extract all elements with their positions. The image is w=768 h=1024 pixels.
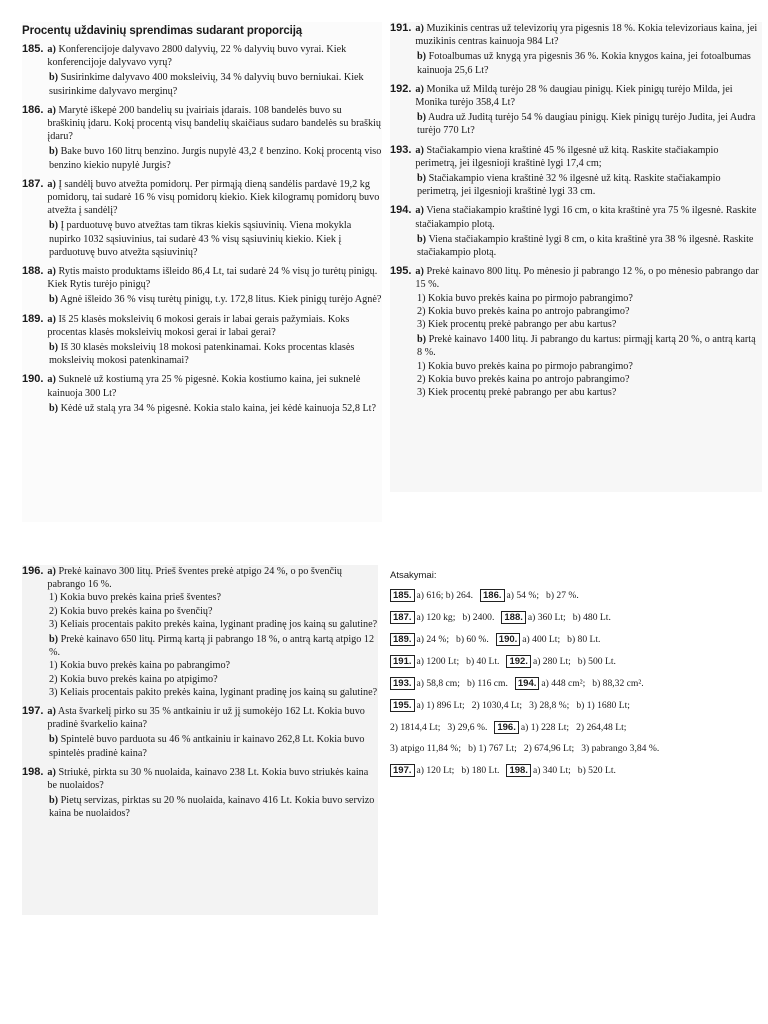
part-text: Viena stačiakampio kraštinė lygi 8 cm, o kita kraštinė yra 38 % ilgesnė. Raskite stačiakampio plotą. xyxy=(417,233,754,259)
part-text: Agnė išleido 36 % visų turėtų pinigų, t.y. 172,8 litus. Kiek pinigų turėjo Agnė? xyxy=(60,294,382,306)
part-label: a) xyxy=(415,266,424,278)
part-text: Prekė kainavo 800 litų. Po mėnesio ji pabrango 12 %, o po mėnesio pabrango dar 15 %. xyxy=(415,266,759,291)
problem-text xyxy=(47,766,378,792)
problem-first-part xyxy=(390,204,762,230)
problem-number: 193. xyxy=(390,143,412,156)
problem-text xyxy=(47,178,382,218)
page-heading: Procentų uždavinių sprendimas sudarant proporciją xyxy=(22,25,303,37)
problem-text xyxy=(47,313,382,339)
answer-value: b) 480 Lt. xyxy=(572,612,611,623)
question-item: 3) Kiek procentų prekė pabrango per abu kartus? xyxy=(417,319,617,331)
answer-value: 2) 1030,4 Lt; xyxy=(471,700,523,711)
part-label: b) xyxy=(49,342,59,354)
problem-text xyxy=(47,265,382,291)
problem xyxy=(390,22,762,77)
answer-value: a) 400 Lt; xyxy=(522,634,561,645)
answer-value: a) 120 kg; xyxy=(416,612,456,623)
problem-first-part xyxy=(22,265,382,291)
problem-first-part xyxy=(390,22,762,48)
problem-subpart xyxy=(22,794,378,820)
problem-first-part xyxy=(390,265,762,291)
answer-row xyxy=(390,764,750,777)
problem-first-part xyxy=(390,83,762,109)
part-text: Prekė kainavo 650 litų. Pirmą kartą ji pabrango 18 %, o antrą kartą atpigo 12 %. xyxy=(49,634,375,659)
problem-first-part xyxy=(22,178,382,218)
problem-subpart xyxy=(22,341,382,367)
answer-value: b) 520 Lt. xyxy=(577,765,616,776)
answer-row xyxy=(390,611,750,624)
answer-row xyxy=(390,655,750,668)
answer-row xyxy=(390,589,750,602)
problem-subpart xyxy=(22,633,378,659)
problem xyxy=(22,373,382,415)
part-label: a) xyxy=(47,104,56,116)
part-label: b) xyxy=(417,173,427,185)
part-text: Audra už Juditą turėjo 54 % daugiau pinigų. Kiek pinigų turėjo Judita, jei Audra turėjo 770 Lt? xyxy=(417,112,756,137)
question-item: 2) Kokia buvo prekės kaina po atpigimo? xyxy=(49,673,218,685)
answer-value: a) 120 Lt; xyxy=(416,765,455,776)
part-label: b) xyxy=(417,51,427,63)
question-item: 2) Kokia buvo prekės kaina po antrojo pabrangimo? xyxy=(417,305,630,317)
part-label: a) xyxy=(415,83,424,95)
problem xyxy=(22,104,382,172)
part-text: Prekė kainavo 1400 litų. Ji pabrango du kartus: pirmąjį kartą 20 %, o antrą kartą 8 %. xyxy=(417,334,756,359)
problem-text xyxy=(415,144,762,170)
answer-value: a) 1) 228 Lt; xyxy=(520,722,570,733)
problem xyxy=(22,766,378,821)
problem xyxy=(22,313,382,368)
problem-text xyxy=(415,204,762,230)
question-item: 2) Kokia buvo prekės kaina po švenčių? xyxy=(49,605,213,617)
answer-value: b) 180 Lt. xyxy=(461,765,500,776)
problem-number: 192. xyxy=(390,82,412,95)
answer-problem-number: 194. xyxy=(515,677,540,690)
problem-number: 189. xyxy=(22,312,44,325)
problem-first-part xyxy=(22,43,382,69)
problem-list-right-top xyxy=(390,22,762,399)
answer-value: b) 116 cm. xyxy=(466,678,508,689)
answer-value: 3) pabrango 3,84 %. xyxy=(581,743,660,754)
answer-value: a) 54 %; xyxy=(506,590,540,601)
part-text: Suknelė už kostiumą yra 25 % pigesnė. Kokia kostiumo kaina, jei suknelė kainuoja 300 Lt? xyxy=(47,374,361,399)
part-text: Marytė iškepė 200 bandelių su įvairiais įdarais. 108 bandelės buvo su braškinių įdaru. Kokį procentą visų bandelių skaičiaus sudaro bandelės su braškių įdaru? xyxy=(47,104,381,143)
part-label: b) xyxy=(49,72,59,84)
part-label: a) xyxy=(415,205,424,217)
problem-number: 186. xyxy=(22,103,44,116)
answer-problem-number: 196. xyxy=(494,721,519,734)
question-item: 1) Kokia buvo prekės kaina prieš šventes? xyxy=(49,592,222,604)
problem-subpart xyxy=(390,111,762,137)
problem-text xyxy=(47,373,382,399)
part-text: Stačiakampio viena kraštinė 45 % ilgesnė už kitą. Raskite stačiakampio perimetrą, jei ilgesnioji kraštinė lygi 17,4 cm; xyxy=(415,144,719,169)
problem-first-part xyxy=(22,313,382,339)
part-text: Monika už Mildą turėjo 28 % daugiau pinigų. Kiek pinigų turėjo Milda, jei Monika turėjo 358,4 Lt? xyxy=(415,83,733,109)
question-item: 3) Keliais procentais pakito prekės kaina, lyginant pradinę jos kainą su galutine? xyxy=(49,686,378,698)
part-label: b) xyxy=(417,112,427,124)
part-label: a) xyxy=(415,144,424,156)
answer-value: a) 1) 896 Lt; xyxy=(416,700,465,711)
problem-number: 194. xyxy=(390,204,412,217)
answer-value: 3) 29,6 %. xyxy=(447,722,488,733)
problem xyxy=(22,565,378,699)
answer-value: b) 1) 767 Lt; xyxy=(468,743,517,754)
problem-text xyxy=(47,565,378,591)
part-label: a) xyxy=(47,766,56,778)
part-label: b) xyxy=(417,233,427,245)
part-label: b) xyxy=(49,146,59,158)
question-item: 3) Keliais procentais pakito prekės kaina, lyginant pradinę jos kainą su galutine? xyxy=(49,618,378,630)
answer-value: 2) 264,48 Lt; xyxy=(576,722,627,733)
answer-problem-number: 197. xyxy=(390,764,415,777)
answer-problem-number: 195. xyxy=(390,699,415,712)
problem xyxy=(390,144,762,199)
part-text: Iš 30 klasės moksleivių 18 mokosi patenkinamai. Koks procentas klasės moksleivių mokosi patenkinamai? xyxy=(49,342,355,367)
answer-value: b) 80 Lt. xyxy=(567,634,601,645)
answer-problem-number: 191. xyxy=(390,655,415,668)
answer-value: b) 88,32 cm². xyxy=(592,678,644,689)
answer-row xyxy=(390,721,750,734)
part-text: Į parduotuvę buvo atvežtas tam tikras kiekis sąsiuvinių. Viena mokykla nupirko 1032 sąsiuvinius, tai sudarė 43 % visų sąsiuvinių kiekio. Kiek į parduotuvę buvo atvežta sąsiuvinių? xyxy=(49,220,352,258)
problem-number: 196. xyxy=(22,565,44,577)
problem xyxy=(22,705,378,760)
problem-number: 198. xyxy=(22,765,44,778)
part-text: Kėdė už stalą yra 34 % pigesnė. Kokia stalo kaina, jei kėdė kainuoja 52,8 Lt? xyxy=(60,402,377,414)
part-label: b) xyxy=(49,294,59,306)
answer-value: a) 340 Lt; xyxy=(532,765,571,776)
answer-value: b) 27 %. xyxy=(546,590,579,601)
answer-problem-number: 185. xyxy=(390,589,415,602)
part-text: Rytis maisto produktams išleido 86,4 Lt, tai sudarė 24 % visų jo turėtų pinigų. Kiek Rytis turėjo pinigų? xyxy=(47,266,378,291)
answers-panel xyxy=(390,570,750,780)
answer-value: a) 1200 Lt; xyxy=(416,656,460,667)
answer-value: b) 2400. xyxy=(462,612,495,623)
answer-problem-number: 189. xyxy=(390,633,415,646)
answer-value: b) 40 Lt. xyxy=(466,656,500,667)
answer-value: b) 1) 1680 Lt; xyxy=(576,700,630,711)
answer-problem-number: 187. xyxy=(390,611,415,624)
problem xyxy=(22,43,382,98)
problem-subpart xyxy=(390,233,762,259)
answer-value: 2) 1814,4 Lt; xyxy=(390,722,441,733)
part-label: b) xyxy=(49,402,59,414)
problem xyxy=(390,83,762,138)
problem-number: 195. xyxy=(390,265,412,278)
problem-subpart xyxy=(390,172,762,198)
problem-first-part xyxy=(22,766,378,792)
problem-subpart xyxy=(390,50,762,76)
part-text: Viena stačiakampio kraštinė lygi 16 cm, o kita kraštinė yra 75 % ilgesnė. Raskite stačiakampio plotą. xyxy=(415,205,757,230)
answer-problem-number: 186. xyxy=(480,589,505,602)
answer-problem-number: 192. xyxy=(506,655,531,668)
problem-text xyxy=(415,83,762,109)
part-text: Asta švarkelį pirko su 35 % antkainiu ir už jį sumokėjo 162 Lt. Kokia buvo pradinė švarkelio kaina? xyxy=(47,706,365,731)
problem-number: 190. xyxy=(22,373,44,386)
part-text: Susirinkime dalyvavo 400 moksleivių, 34 % dalyvių buvo berniukai. Kiek susirinkime dalyvavo merginų? xyxy=(49,72,364,97)
part-text: Fotoalbumas už knygą yra pigesnis 36 %. Kokia knygos kaina, jei fotoalbumas kainuoja 25,6 Lt? xyxy=(417,51,751,76)
problem-text xyxy=(47,104,382,144)
problem-subpart xyxy=(22,293,382,306)
problem-list-left-bottom xyxy=(22,565,378,821)
problem-subpart xyxy=(390,333,762,359)
problems-191-195-panel xyxy=(390,22,762,492)
answer-value: a) 360 Lt; xyxy=(527,612,566,623)
problem-text xyxy=(47,705,378,731)
part-label: b) xyxy=(417,334,427,346)
problem xyxy=(22,265,382,307)
question-item: 1) Kokia buvo prekės kaina po pabrangimo? xyxy=(49,660,231,672)
answer-value: a) 448 cm²; xyxy=(541,678,586,689)
problem-number: 188. xyxy=(22,265,44,278)
question-item: 1) Kokia buvo prekės kaina po pirmojo pabrangimo? xyxy=(417,292,633,304)
part-text: Prekė kainavo 300 litų. Prieš šventes prekė atpigo 24 %, o po švenčių pabrango 16 %. xyxy=(47,566,342,591)
part-label: a) xyxy=(47,706,56,718)
problem-subpart xyxy=(22,219,382,259)
answer-problem-number: 193. xyxy=(390,677,415,690)
answer-value: 3) atpigo 11,84 %; xyxy=(390,743,462,754)
answer-value: b) 60 %. xyxy=(456,634,489,645)
problem-subpart xyxy=(22,145,382,171)
part-label: b) xyxy=(49,634,59,646)
answer-value: a) 24 %; xyxy=(416,634,450,645)
part-text: Stačiakampio viena kraštinė 32 % ilgesnė už kitą. Raskite stačiakampio perimetrą, jei ilgesnioji kraštinė lygi 33 cm. xyxy=(417,173,721,198)
problem xyxy=(22,178,382,259)
part-text: Pietų servizas, pirktas su 20 % nuolaida, kainavo 416 Lt. Kokia buvo servizo kaina be nuolaidos? xyxy=(49,795,375,820)
answer-value: a) 280 Lt; xyxy=(532,656,571,667)
answer-problem-number: 190. xyxy=(496,633,521,646)
part-label: b) xyxy=(49,220,59,232)
problem-subpart xyxy=(22,71,382,97)
problem-list-left-top xyxy=(22,43,382,415)
problems-185-190-panel xyxy=(22,22,382,522)
part-label: a) xyxy=(415,23,424,34)
answer-problem-number: 188. xyxy=(501,611,526,624)
problem-text xyxy=(47,43,382,69)
part-text: Iš 25 klasės moksleivių 6 mokosi gerais ir labai gerais pažymiais. Koks procentas klasės moksleivių mokosi gerai ir labai gerai? xyxy=(47,313,350,338)
problem-number: 187. xyxy=(22,177,44,190)
part-label: a) xyxy=(47,44,56,55)
part-text: Muzikinis centras už televizorių yra pigesnis 18 %. Kokia televizoriaus kaina, jei muzikinis centras kainuoja 984 Lt? xyxy=(415,23,758,48)
part-label: a) xyxy=(47,566,56,577)
answer-row xyxy=(390,677,750,690)
answers-list xyxy=(390,589,750,777)
problem-first-part xyxy=(22,104,382,144)
problem-first-part xyxy=(390,144,762,170)
answer-problem-number: 198. xyxy=(506,764,531,777)
problem-first-part xyxy=(22,705,378,731)
part-text: Į sandėlį buvo atvežta pomidorų. Per pirmąją dieną sandėlis pardavė 19,2 kg pomidorų, tai sudarė 16 % visų pomidorų kiekio. Kiek kilogramų pomidorų buvo atvežta į sandėlį? xyxy=(47,178,380,217)
problem-number: 191. xyxy=(390,22,412,34)
part-label: a) xyxy=(47,374,56,386)
part-label: b) xyxy=(49,795,59,807)
answer-value: b) 500 Lt. xyxy=(577,656,616,667)
problem-number: 197. xyxy=(22,705,44,718)
answer-value: 3) 28,8 %; xyxy=(529,700,570,711)
problem-first-part xyxy=(22,373,382,399)
answer-row xyxy=(390,633,750,646)
answer-row xyxy=(390,743,750,755)
answer-row xyxy=(390,699,750,712)
problem xyxy=(390,204,762,259)
answer-value: a) 58,8 cm; xyxy=(416,678,460,689)
problem-subpart xyxy=(22,402,382,415)
problem-subpart xyxy=(22,733,378,759)
question-item: 2) Kokia buvo prekės kaina po antrojo pabrangimo? xyxy=(417,373,630,385)
problem-text xyxy=(415,22,762,48)
part-label: b) xyxy=(49,734,59,746)
answer-value: 2) 674,96 Lt; xyxy=(523,743,575,754)
answer-value: a) 616; b) 264. xyxy=(416,590,473,601)
part-text: Striukė, pirkta su 30 % nuolaida, kainavo 238 Lt. Kokia buvo striukės kaina be nuolaidos? xyxy=(47,766,369,792)
problem-text xyxy=(415,265,762,291)
part-label: a) xyxy=(47,178,56,190)
problem xyxy=(390,265,762,399)
problem-first-part xyxy=(22,565,378,591)
part-text: Spintelė buvo parduota su 46 % antkainiu ir kainavo 262,8 Lt. Kokia buvo spintelės pradinė kaina? xyxy=(49,734,365,759)
part-text: Bake buvo 160 litrų benzino. Jurgis nupylė 43,2 ℓ benzino. Kokį procentą viso benzino kiekio nupylė Jurgis? xyxy=(49,146,382,171)
answers-title: Atsakymai: xyxy=(390,570,437,581)
problems-196-198-panel xyxy=(22,565,378,915)
part-label: a) xyxy=(47,266,56,278)
problem-number: 185. xyxy=(22,43,44,55)
question-item: 3) Kiek procentų prekė pabrango per abu kartus? xyxy=(417,387,617,399)
question-item: 1) Kokia buvo prekės kaina po pirmojo pabrangimo? xyxy=(417,360,633,372)
part-label: a) xyxy=(47,313,56,325)
part-text: Konferencijoje dalyvavo 2800 dalyvių, 22 % dalyvių buvo vyrai. Kiek konferencijoje dalyvavo vyrų? xyxy=(47,44,347,69)
